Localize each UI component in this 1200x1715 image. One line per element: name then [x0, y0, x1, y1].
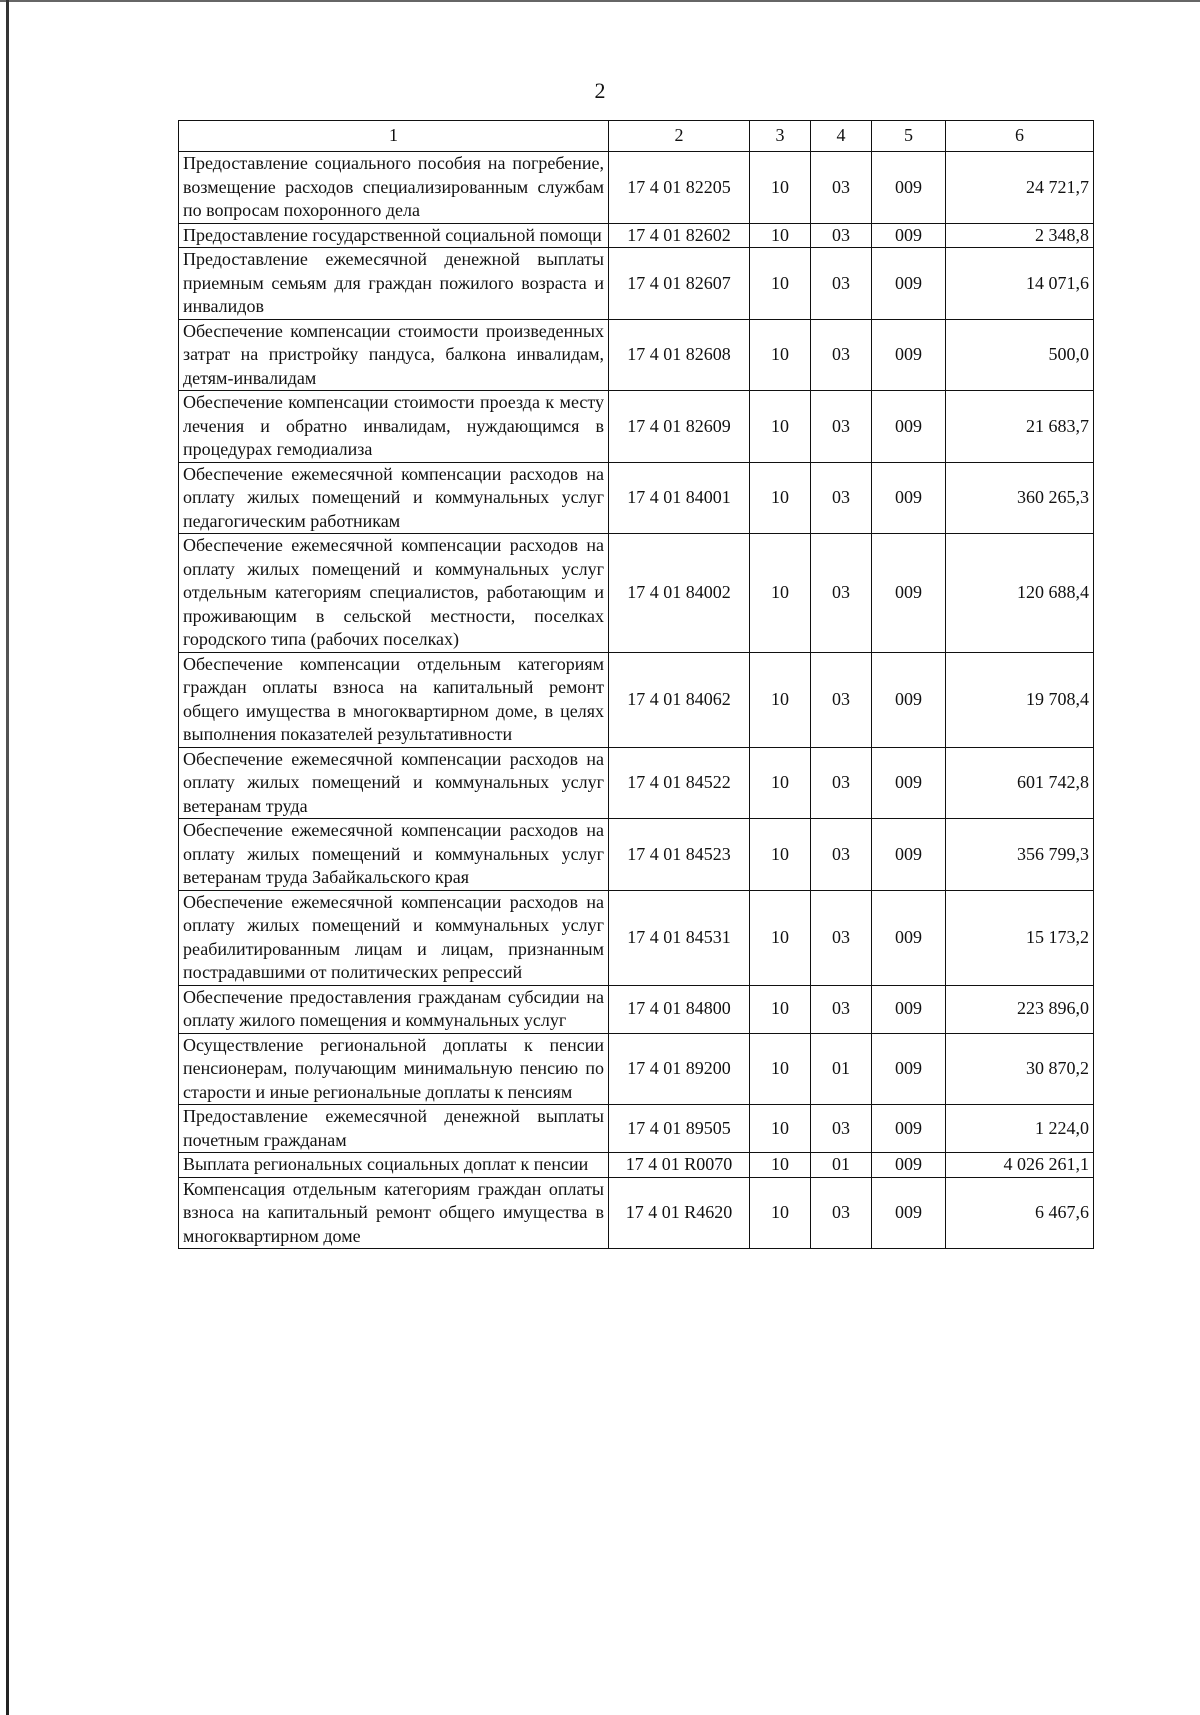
row-amount: 1 224,0 — [946, 1105, 1094, 1153]
row-expense-type-code: 009 — [872, 1153, 946, 1178]
row-amount: 120 688,4 — [946, 534, 1094, 653]
row-expense-type-code: 009 — [872, 1033, 946, 1105]
row-subsection-code: 03 — [811, 890, 872, 985]
row-amount: 19 708,4 — [946, 652, 1094, 747]
row-description: Выплата региональных социальных доплат к пенсии — [179, 1153, 609, 1178]
row-subsection-code: 03 — [811, 747, 872, 819]
row-subsection-code: 03 — [811, 319, 872, 391]
row-target-article-code: 17 4 01 84531 — [609, 890, 750, 985]
row-expense-type-code: 009 — [872, 1177, 946, 1249]
row-subsection-code: 03 — [811, 652, 872, 747]
row-description: Предоставление ежемесячной денежной выплаты приемным семьям для граждан пожилого возраста и инвалидов — [179, 248, 609, 320]
row-target-article-code: 17 4 01 82602 — [609, 223, 750, 248]
row-amount: 2 348,8 — [946, 223, 1094, 248]
table-row — [179, 652, 1094, 747]
column-header: 3 — [750, 121, 811, 152]
row-description: Обеспечение ежемесячной компенсации расходов на оплату жилых помещений и коммунальных услуг ветеранам труда — [179, 747, 609, 819]
row-expense-type-code: 009 — [872, 223, 946, 248]
row-description: Обеспечение ежемесячной компенсации расходов на оплату жилых помещений и коммунальных услуг реабилитированным лицам и лицам, признанным пострадавшими от политических репрессий — [179, 890, 609, 985]
row-description: Компенсация отдельным категориям граждан оплаты взноса на капитальный ремонт общего имущества в многоквартирном доме — [179, 1177, 609, 1249]
row-section-code: 10 — [750, 890, 811, 985]
table-row — [179, 1153, 1094, 1178]
row-amount: 6 467,6 — [946, 1177, 1094, 1249]
row-amount: 360 265,3 — [946, 462, 1094, 534]
row-section-code: 10 — [750, 248, 811, 320]
row-expense-type-code: 009 — [872, 747, 946, 819]
row-expense-type-code: 009 — [872, 248, 946, 320]
row-section-code: 10 — [750, 819, 811, 891]
row-target-article-code: 17 4 01 84002 — [609, 534, 750, 653]
row-description: Осуществление региональной доплаты к пенсии пенсионерам, получающим минимальную пенсию по старости и иные региональные доплаты к пенсиям — [179, 1033, 609, 1105]
row-subsection-code: 01 — [811, 1153, 872, 1178]
row-description: Обеспечение компенсации отдельным категориям граждан оплаты взноса на капитальный ремонт общего имущества в многоквартирном доме, в целях выполнения показателей результативности — [179, 652, 609, 747]
row-target-article-code: 17 4 01 84800 — [609, 985, 750, 1033]
row-amount: 21 683,7 — [946, 391, 1094, 463]
table-row — [179, 1033, 1094, 1105]
table-body — [179, 152, 1094, 1249]
row-expense-type-code: 009 — [872, 652, 946, 747]
row-description: Обеспечение компенсации стоимости проезда к месту лечения и обратно инвалидам, нуждающимся в процедурах гемодиализа — [179, 391, 609, 463]
row-section-code: 10 — [750, 462, 811, 534]
scan-left-edge — [6, 0, 9, 1715]
table-row — [179, 890, 1094, 985]
row-section-code: 10 — [750, 534, 811, 653]
page-number: 2 — [594, 78, 606, 103]
row-description: Обеспечение ежемесячной компенсации расходов на оплату жилых помещений и коммунальных услуг педагогическим работникам — [179, 462, 609, 534]
row-description: Обеспечение предоставления гражданам субсидии на оплату жилого помещения и коммунальных услуг — [179, 985, 609, 1033]
column-header: 6 — [946, 121, 1094, 152]
row-description: Обеспечение ежемесячной компенсации расходов на оплату жилых помещений и коммунальных услуг отдельным категориям специалистов, работающим и проживающим в сельской местности, поселках городского типа (рабочих поселках) — [179, 534, 609, 653]
header-row — [179, 121, 1094, 152]
row-section-code: 10 — [750, 1033, 811, 1105]
row-target-article-code: 17 4 01 82205 — [609, 152, 750, 224]
row-section-code: 10 — [750, 391, 811, 463]
row-section-code: 10 — [750, 1177, 811, 1249]
row-section-code: 10 — [750, 1153, 811, 1178]
row-description: Предоставление социального пособия на погребение, возмещение расходов специализированным службам по вопросам похоронного дела — [179, 152, 609, 224]
row-description: Предоставление ежемесячной денежной выплаты почетным гражданам — [179, 1105, 609, 1153]
table-row — [179, 248, 1094, 320]
row-target-article-code: 17 4 01 82607 — [609, 248, 750, 320]
row-amount: 14 071,6 — [946, 248, 1094, 320]
row-description: Предоставление государственной социальной помощи — [179, 223, 609, 248]
row-amount: 15 173,2 — [946, 890, 1094, 985]
row-target-article-code: 17 4 01 89200 — [609, 1033, 750, 1105]
row-section-code: 10 — [750, 652, 811, 747]
row-target-article-code: 17 4 01 84523 — [609, 819, 750, 891]
table-row — [179, 747, 1094, 819]
column-header: 4 — [811, 121, 872, 152]
row-amount: 4 026 261,1 — [946, 1153, 1094, 1178]
table-row — [179, 319, 1094, 391]
row-description: Обеспечение компенсации стоимости произведенных затрат на пристройку пандуса, балкона инвалидам, детям-инвалидам — [179, 319, 609, 391]
row-description: Обеспечение ежемесячной компенсации расходов на оплату жилых помещений и коммунальных услуг ветеранам труда Забайкальского края — [179, 819, 609, 891]
row-expense-type-code: 009 — [872, 1105, 946, 1153]
row-section-code: 10 — [750, 985, 811, 1033]
table-row — [179, 985, 1094, 1033]
row-subsection-code: 03 — [811, 1105, 872, 1153]
row-expense-type-code: 009 — [872, 391, 946, 463]
row-expense-type-code: 009 — [872, 890, 946, 985]
scan-top-edge — [0, 0, 1200, 2]
table-row — [179, 1105, 1094, 1153]
row-subsection-code: 03 — [811, 1177, 872, 1249]
row-expense-type-code: 009 — [872, 534, 946, 653]
column-header: 1 — [179, 121, 609, 152]
row-target-article-code: 17 4 01 R0070 — [609, 1153, 750, 1178]
row-amount: 500,0 — [946, 319, 1094, 391]
row-subsection-code: 03 — [811, 985, 872, 1033]
row-section-code: 10 — [750, 319, 811, 391]
row-target-article-code: 17 4 01 82609 — [609, 391, 750, 463]
row-subsection-code: 03 — [811, 391, 872, 463]
row-expense-type-code: 009 — [872, 152, 946, 224]
row-target-article-code: 17 4 01 82608 — [609, 319, 750, 391]
row-section-code: 10 — [750, 152, 811, 224]
row-subsection-code: 03 — [811, 534, 872, 653]
row-amount: 356 799,3 — [946, 819, 1094, 891]
row-expense-type-code: 009 — [872, 462, 946, 534]
row-amount: 223 896,0 — [946, 985, 1094, 1033]
row-amount: 601 742,8 — [946, 747, 1094, 819]
row-expense-type-code: 009 — [872, 985, 946, 1033]
row-subsection-code: 03 — [811, 819, 872, 891]
row-expense-type-code: 009 — [872, 819, 946, 891]
table-row — [179, 1177, 1094, 1249]
row-amount: 24 721,7 — [946, 152, 1094, 224]
row-expense-type-code: 009 — [872, 319, 946, 391]
column-header: 2 — [609, 121, 750, 152]
row-subsection-code: 03 — [811, 248, 872, 320]
row-amount: 30 870,2 — [946, 1033, 1094, 1105]
row-target-article-code: 17 4 01 89505 — [609, 1105, 750, 1153]
table-row — [179, 819, 1094, 891]
table-row — [179, 462, 1094, 534]
table-row — [179, 534, 1094, 653]
table-row — [179, 223, 1094, 248]
row-subsection-code: 03 — [811, 223, 872, 248]
row-target-article-code: 17 4 01 R4620 — [609, 1177, 750, 1249]
column-header: 5 — [872, 121, 946, 152]
row-section-code: 10 — [750, 1105, 811, 1153]
table-row — [179, 152, 1094, 224]
row-target-article-code: 17 4 01 84062 — [609, 652, 750, 747]
budget-table — [178, 120, 1094, 1249]
row-target-article-code: 17 4 01 84001 — [609, 462, 750, 534]
row-section-code: 10 — [750, 747, 811, 819]
row-section-code: 10 — [750, 223, 811, 248]
table-row — [179, 391, 1094, 463]
row-subsection-code: 03 — [811, 462, 872, 534]
row-subsection-code: 03 — [811, 152, 872, 224]
row-target-article-code: 17 4 01 84522 — [609, 747, 750, 819]
row-subsection-code: 01 — [811, 1033, 872, 1105]
